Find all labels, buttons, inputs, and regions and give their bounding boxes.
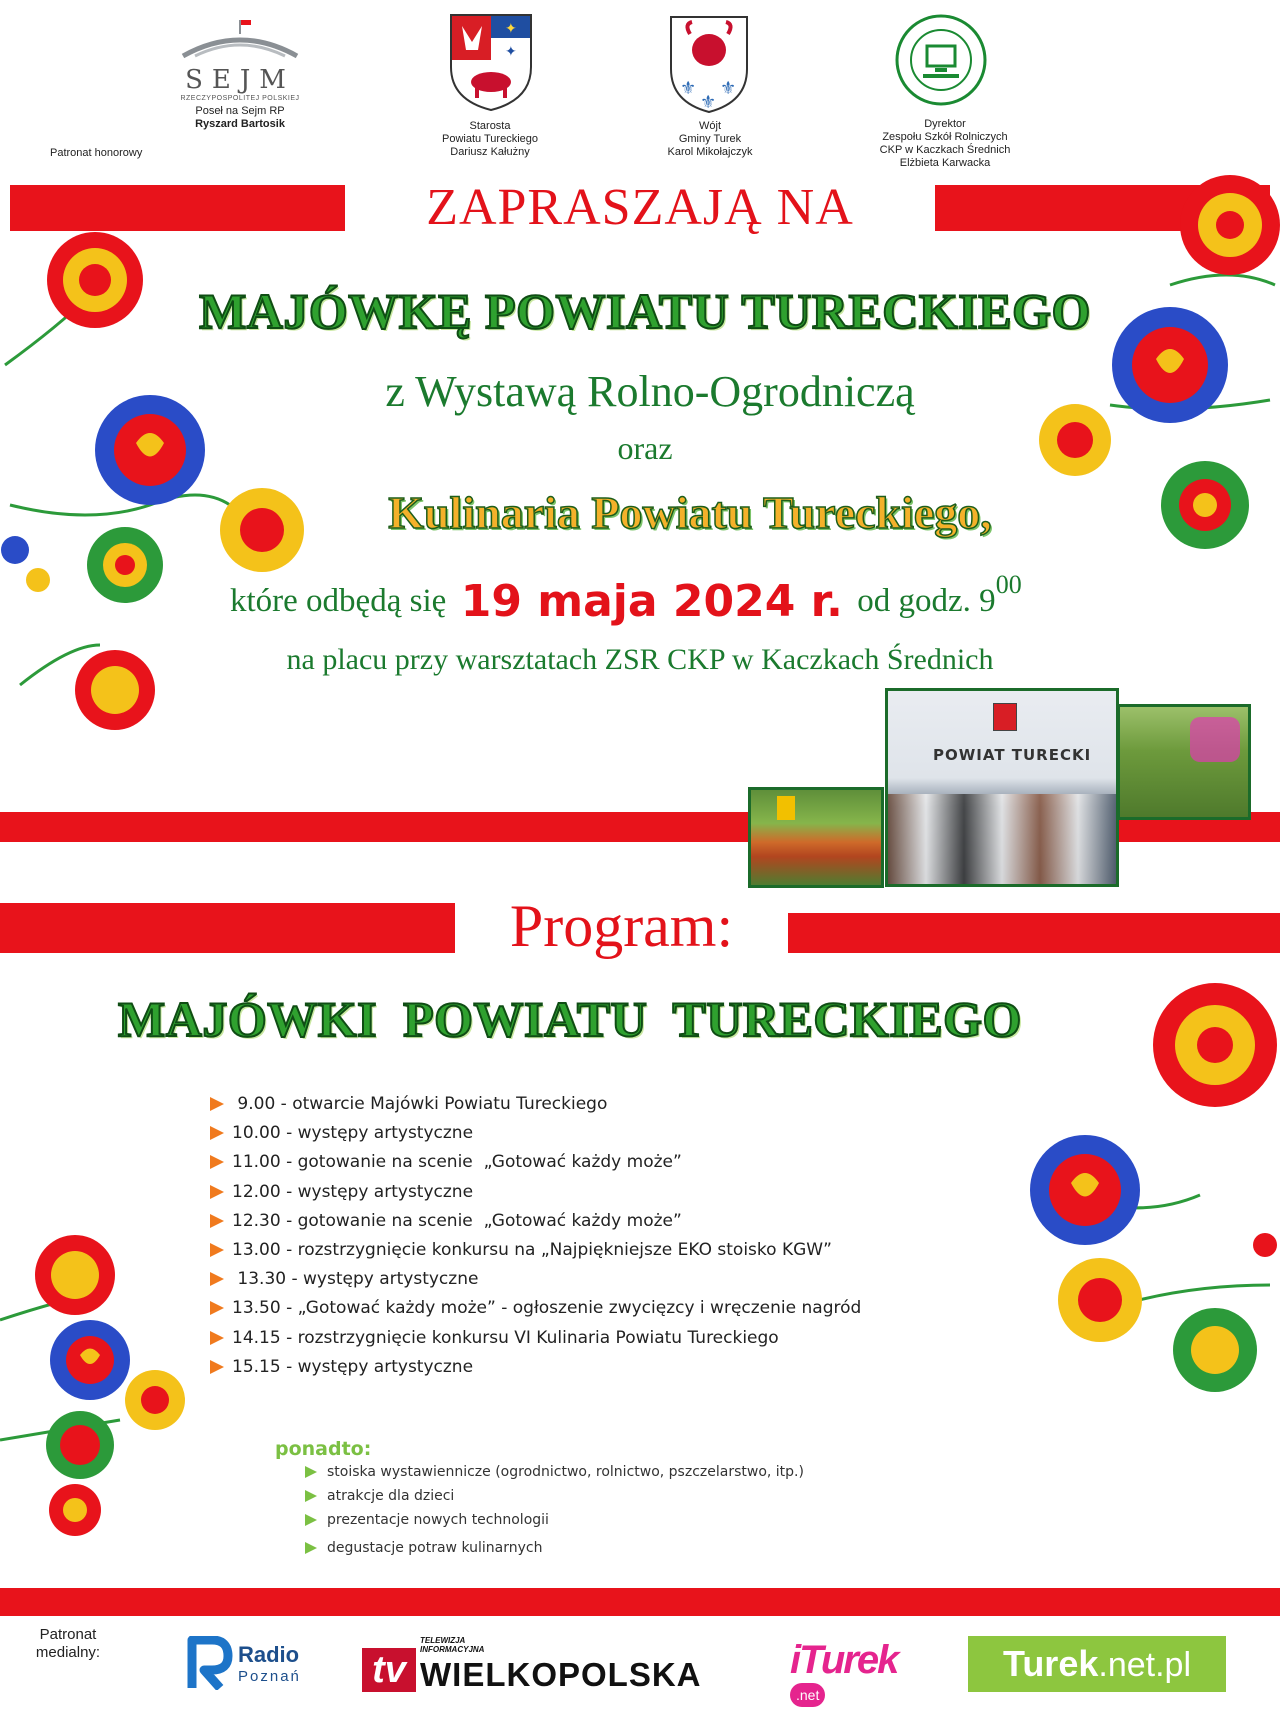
radio-poznan-logo [186,1636,316,1692]
red-flower-icon [1153,983,1277,1107]
sejm-logo [175,16,305,116]
turek-net-suffix: .net.pl [1098,1646,1191,1684]
program-title: MAJÓWKI POWIATU TURECKIEGO [118,991,1022,1047]
program-item-text: 14.15 - rozstrzygnięcie konkursu VI Kulinaria Powiatu Tureckiego [232,1327,779,1348]
dyrektor-line1: Dyrektor [924,118,966,130]
program-item [210,1094,861,1123]
honorary-patronage-label: Patronat honorowy [50,147,143,159]
media-label [28,1626,108,1662]
patrons-header [0,0,1280,180]
blue-flower-icon [95,395,205,505]
zsr-seal [893,12,989,113]
time-prefix: od godz. 9 [857,583,996,619]
extras-item [305,1512,804,1536]
program-item-text: 11.00 - gotowanie na scenie „Gotować każdy może” [232,1152,682,1173]
red-flower-icon [47,232,143,328]
event-location: na placu przy warsztatach ZSR CKP w Kaczkach Średnich [286,643,994,676]
starosta-line3: Dariusz Kałużny [450,146,530,158]
gmina-emblem [668,14,750,119]
yellow-flower-icon [125,1370,185,1430]
sejm-building-icon [175,16,305,66]
starosta-caption [415,120,565,159]
program-heading: Program: [509,893,734,959]
red-bar-bottom [0,1588,1280,1616]
dyrektor-line4: Elżbieta Karwacka [899,157,991,169]
orange-arrow-icon [210,1243,224,1257]
media-label-line2: medialny: [35,1644,101,1661]
culinary-title: Kulinaria Powiatu Tureckiego, [388,487,992,538]
blue-flower-icon [1030,1135,1140,1245]
green-arrow-icon [305,1466,317,1478]
program-item [210,1269,861,1298]
program-list [210,1094,861,1386]
program-item [210,1298,861,1327]
photo-crowd [1117,704,1251,820]
yellow-flower-icon [1058,1258,1142,1342]
extras-item [305,1488,804,1512]
green-flower-icon [46,1411,114,1479]
dyrektor-caption [855,118,1035,170]
svg-text:✦: ✦ [505,44,517,60]
media-label-line1: Patronat [39,1626,97,1643]
dyrektor-line2: Zespołu Szkół Rolniczych [882,131,1008,143]
folk-flowers-bottom-left [0,1230,200,1540]
tv-prefix-badge: tv [362,1648,416,1692]
powiat-emblem [448,12,534,117]
time-superscript: 00 [995,570,1022,599]
iturek-suffix: .net [790,1683,825,1707]
extras-item [305,1540,804,1564]
program-item-text: 13.00 - rozstrzygnięcie konkursu na „Najpiękniejsze EKO stoisko KGW” [232,1239,832,1260]
extras-item [305,1464,804,1488]
stage-banner-text: POWIAT TURECKI [933,746,1092,764]
red-bar-middle [0,812,750,842]
photo-stage [885,688,1119,887]
red-bar-program-right [788,913,1280,953]
school-seal-icon [893,12,989,108]
red-flower-icon [1180,175,1280,275]
date-prefix: które odbędą się [230,583,447,619]
extras-item-text: prezentacje nowych technologii [327,1512,549,1528]
sejm-logo-sub: RZECZYPOSPOLITEJ POLSKIEJ [180,95,300,102]
program-item-text: 13.30 - występy artystyczne [232,1269,479,1290]
wojt-line3: Karol Mikołajczyk [667,146,753,158]
starosta-line1: Starosta [469,120,511,132]
folk-flowers-top-left [0,205,320,745]
wojt-line2: Gminy Turek [678,133,742,145]
orange-arrow-icon [210,1126,224,1140]
orange-arrow-icon [210,1097,224,1111]
red-flower-icon [35,1235,115,1315]
iturek-logo [790,1638,930,1703]
green-flower-icon [1161,461,1249,549]
invite-heading: ZAPRASZAJĄ NA [426,179,854,236]
orange-arrow-icon [210,1214,224,1228]
folk-flowers-top-right [1030,165,1280,565]
extras-item-text: degustacje potraw kulinarnych [327,1540,543,1556]
extras-label: ponadto: [275,1438,372,1460]
event-subtitle: z Wystawą Rolno-Ogrodniczą [385,367,915,416]
program-item-text: 9.00 - otwarcie Majówki Powiatu Tureckiego [232,1094,608,1114]
svg-text:✦: ✦ [505,21,517,37]
program-item [210,1240,861,1269]
green-arrow-icon [305,1514,317,1526]
powiat-coat-of-arms-icon [448,12,534,112]
event-title: MAJÓWKĘ POWIATU TURECKIEGO [199,283,1091,339]
red-small-flower-icon [75,650,155,730]
program-item [210,1357,861,1386]
red-bar-program-left [0,903,455,953]
yellow-flower-icon [220,488,304,572]
orange-arrow-icon [210,1301,224,1315]
program-item-text: 15.15 - występy artystyczne [232,1356,474,1377]
sejm-line2: Ryszard Bartosik [195,118,285,130]
turek-net-text: Turek [1003,1643,1099,1684]
svg-text:⚜: ⚜ [680,78,697,99]
program-item [210,1182,861,1211]
extras-item-text: stoiska wystawiennicze (ogrodnictwo, rolnictwo, pszczelarstwo, itp.) [327,1464,804,1480]
radio-bottom-text: Poznań [238,1668,301,1685]
program-item-text: 10.00 - występy artystyczne [232,1123,474,1144]
event-date: 19 maja 2024 r. [460,576,843,627]
orange-arrow-icon [210,1272,224,1286]
dyrektor-line3: CKP w Kaczkach Średnich [879,144,1011,156]
turek-net-logo [968,1636,1226,1692]
photo-machinery [748,787,884,888]
blue-flower-icon [1112,307,1228,423]
sejm-line1: Poseł na Sejm RP [195,105,285,117]
folk-flowers-bottom-right [1000,965,1280,1445]
orange-arrow-icon [210,1360,224,1374]
program-item [210,1152,861,1181]
program-item-text: 12.00 - występy artystyczne [232,1181,474,1202]
iturek-text: iTurek [790,1638,898,1682]
starosta-line2: Powiatu Tureckiego [442,133,538,145]
sejm-caption [170,105,310,131]
orange-arrow-icon [210,1331,224,1345]
radio-top-text: Radio [238,1642,300,1667]
svg-text:⚜: ⚜ [720,78,737,99]
program-item-text: 13.50 - „Gotować każdy może” - ogłoszenie zwycięzcy i wręczenie nagród [232,1298,862,1319]
wojt-caption [635,120,785,159]
program-item [210,1211,861,1240]
program-item-text: 12.30 - gotowanie na scenie „Gotować każdy może” [232,1210,682,1231]
green-arrow-icon [305,1542,317,1554]
program-item [210,1328,861,1357]
wojt-line1: Wójt [699,120,721,132]
gmina-coat-of-arms-icon [668,14,750,114]
program-item [210,1123,861,1152]
tv-small-text: TELEWIZJA INFORMACYJNA [420,1636,485,1654]
radio-poznan-r-icon [186,1636,234,1690]
red-small-flower-icon [49,1484,101,1536]
svg-text:⚜: ⚜ [700,92,717,113]
green-flower-icon [1173,1308,1257,1392]
sejm-logo-text: SEJM [185,65,295,95]
conjunction-oraz: oraz [617,430,673,466]
green-arrow-icon [305,1490,317,1502]
extras-item-text: atrakcje dla dzieci [327,1488,455,1504]
yellow-flower-icon [1039,404,1111,476]
blue-flower-icon [50,1320,130,1400]
date-line [230,570,1170,636]
orange-arrow-icon [210,1185,224,1199]
extras-list [305,1464,804,1564]
tv-main-text: WIELKOPOLSKA [420,1656,702,1693]
tv-wielkopolska-logo [362,1636,762,1696]
green-flower-icon [87,527,163,603]
orange-arrow-icon [210,1155,224,1169]
